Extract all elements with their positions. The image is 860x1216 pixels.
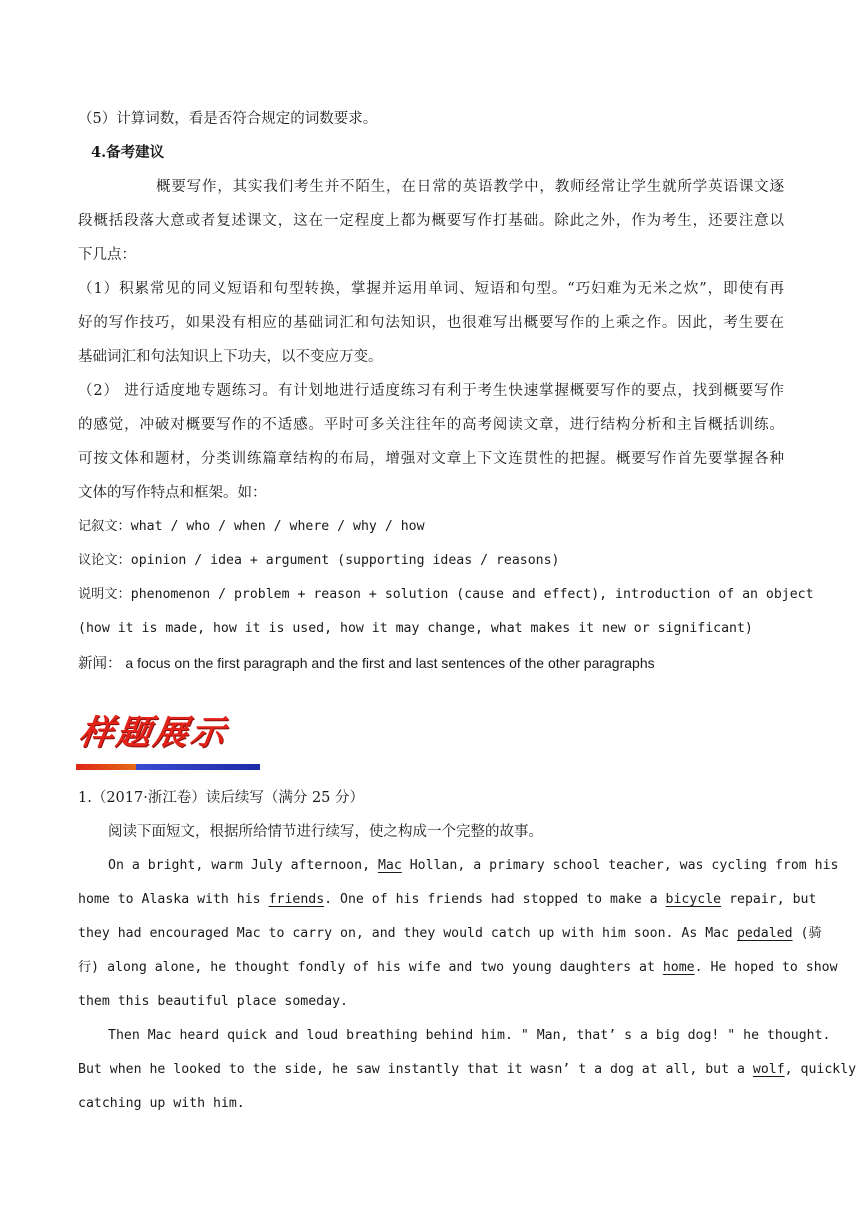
passage-p1-line-5: them this beautiful place someday.: [78, 994, 348, 1009]
genre-expository-line-2: (how it is made, how it is used, how it may change, what makes it new or significant): [78, 621, 753, 636]
genre-expository-line-1: 说明文：phenomenon / problem + reason + solution (cause and effect), introduction of an object: [78, 587, 814, 602]
point-1-line-1: （1）积累常见的同义短语和句型转换，掌握并运用单词、短语和句型。“巧妇难为无米之炊”，即使有再: [78, 281, 784, 297]
genre-news-label: 新闻：: [78, 656, 122, 672]
underlined-word-home: home: [662, 960, 695, 975]
underlined-word-pedaled: pedaled: [736, 926, 793, 941]
underlined-word-mac: Mac: [377, 858, 402, 873]
point-2-line-2: 的感觉，冲破对概要写作的不适感。平时可多关注往年的高考阅读文章，进行结构分析和主旨概括训练。: [78, 417, 784, 433]
passage-p2-line-3: catching up with him.: [78, 1096, 245, 1111]
genre-argumentative: 议论文：opinion / idea + argument (supporting ideas / reasons): [78, 553, 560, 568]
genre-news: [78, 653, 784, 674]
passage-p1-line-1: On a bright, warm July afternoon, Mac Hollan, a primary school teacher, was cycling from his: [108, 858, 839, 873]
underlined-word-bicycle: bicycle: [665, 892, 722, 907]
passage-p1-line-2: home to Alaska with his friends. One of his friends had stopped to make a bicycle repair, but: [78, 892, 817, 907]
underlined-word-friends: friends: [268, 892, 325, 907]
point-1-line-3: 基础词汇和句法知识上下功夫，以不变应万变。: [78, 349, 383, 365]
question-instruction: 阅读下面短文，根据所给情节进行续写，使之构成一个完整的故事。: [108, 824, 543, 840]
point-1-line-2: 好的写作技巧，如果没有相应的基础词汇和句法知识，也很难写出概要写作的上乘之作。因此，考生要在: [78, 315, 784, 331]
section-heading-prep-advice: 4.备考建议: [91, 144, 165, 161]
passage-p2-line-1: Then Mac heard quick and loud breathing behind him. " Man, that’ s a big dog! " he thought.: [108, 1028, 831, 1043]
point-2-line-1: （2） 进行适度地专题练习。有计划地进行适度练习有利于考生快速掌握概要写作的要点，找到概要写作: [78, 383, 784, 399]
intro-line-3: 下几点：: [78, 247, 136, 263]
point-2-line-3: 可按文体和题材，分类训练篇章结构的布局，增强对文章上下文连贯性的把握。概要写作首先要掌握各种: [78, 451, 784, 467]
step-5-text: （5）计算词数，看是否符合规定的词数要求。: [78, 111, 378, 127]
passage-p1-line-3: they had encouraged Mac to carry on, and they would catch up with him soon. As Mac pedaled (骑: [78, 926, 822, 941]
passage-p1-line-4: 行) along alone, he thought fondly of his wife and two young daughters at home. He hoped to show: [78, 960, 838, 975]
banner-title: 样题展示: [76, 713, 231, 753]
intro-line-1: 概要写作，其实我们考生并不陌生，在日常的英语教学中，教师经常让学生就所学英语课文逐: [156, 179, 784, 195]
point-2-line-4: 文体的写作特点和框架。如：: [78, 485, 267, 501]
sample-questions-banner: [76, 703, 260, 773]
question-title: 1.（2017·浙江卷）读后续写（满分 25 分）: [78, 790, 365, 806]
banner-underline-red: [76, 764, 136, 770]
intro-line-2: 段概括段落大意或者复述课文，这在一定程度上都为概要写作打基础。除此之外，作为考生，还要注意以: [78, 213, 784, 229]
genre-news-text: a focus on the first paragraph and the first and last sentences of the other paragraphs: [121, 655, 655, 671]
banner-underline-blue: [136, 764, 260, 770]
passage-p2-line-2: But when he looked to the side, he saw instantly that it wasn’ t a dog at all, but a wolf, quickly: [78, 1062, 857, 1077]
genre-narrative: 记叙文：what / who / when / where / why / how: [78, 519, 425, 534]
underlined-word-wolf: wolf: [752, 1062, 785, 1077]
